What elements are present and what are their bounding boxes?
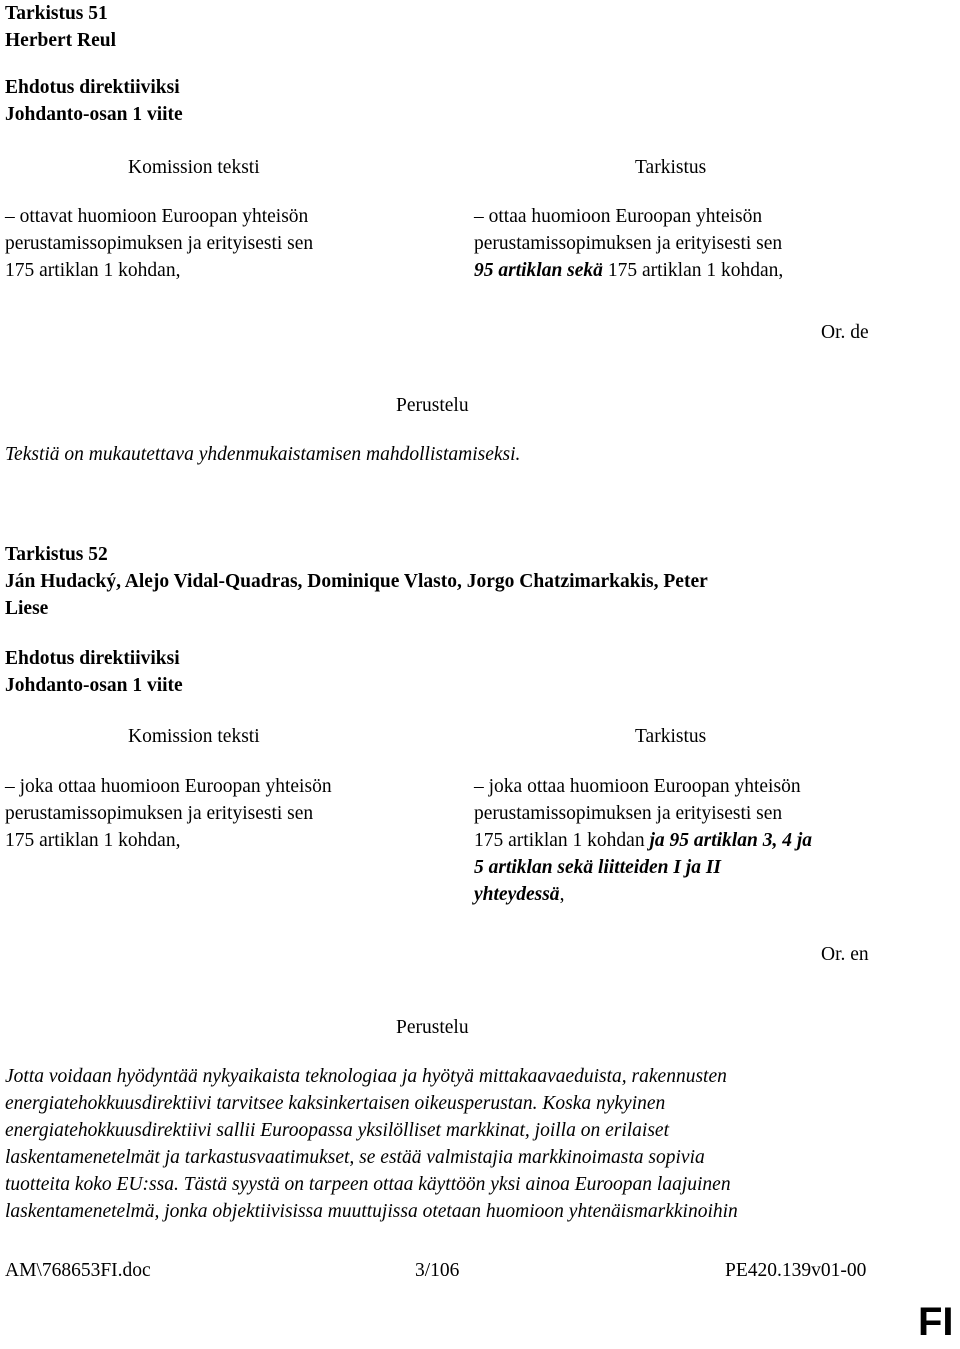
- amendment-authors: Liese: [5, 598, 49, 619]
- text-line: energiatehokkuusdirektiivi tarvitsee kaksinkertaisen oikeusperustan. Koska nykyinen: [5, 1093, 666, 1114]
- proposal-label: Ehdotus direktiiviksi: [5, 77, 180, 98]
- text-line: [474, 827, 894, 854]
- amendment-title: Tarkistus 52: [5, 544, 108, 565]
- justification-text: [5, 1063, 738, 1225]
- text-span: ,: [559, 884, 565, 905]
- inserted-text: ja 95 artiklan 3, 4 ja: [649, 830, 812, 851]
- citation-label: Johdanto-osan 1 viite: [5, 104, 183, 125]
- text-line: 175 artiklan 1 kohdan,: [5, 260, 181, 281]
- justification-heading: Perustelu: [396, 1017, 469, 1038]
- language-code: FI: [918, 1300, 954, 1344]
- amendment-column-heading: Tarkistus: [635, 726, 707, 747]
- text-line: perustamissopimuksen ja erityisesti sen: [474, 233, 783, 254]
- proposal-label: Ehdotus direktiiviksi: [5, 648, 180, 669]
- amendment-column-heading: Tarkistus: [635, 157, 707, 178]
- commission-text-heading: Komission teksti: [128, 726, 260, 747]
- commission-text: [5, 203, 425, 284]
- footer-page-number: 3/106: [415, 1260, 460, 1281]
- text-line: – joka ottaa huomioon Euroopan yhteisön: [5, 776, 332, 797]
- inserted-text: 95 artiklan sekä: [474, 260, 603, 281]
- justification-heading: Perustelu: [396, 395, 469, 416]
- text-line: perustamissopimuksen ja erityisesti sen: [474, 803, 783, 824]
- amendment-52-reference: [5, 645, 183, 699]
- text-line: laskentamenetelmä, jonka objektiivisissa muuttujissa otetaan huomioon yhtenäismarkkinoihin: [5, 1201, 738, 1222]
- inserted-text: yhteydessä: [474, 884, 560, 905]
- citation-label: Johdanto-osan 1 viite: [5, 675, 183, 696]
- text-line: – ottaa huomioon Euroopan yhteisön: [474, 206, 763, 227]
- amendment-text: [474, 203, 894, 284]
- text-line: energiatehokkuusdirektiivi sallii Euroopassa yksilölliset markkinat, joilla on erilaiset: [5, 1120, 669, 1141]
- justification-text: Tekstiä on mukautettava yhdenmukaistamisen mahdollistamiseksi.: [5, 444, 521, 465]
- amendment-title: Tarkistus 51: [5, 3, 108, 24]
- text-span: 175 artiklan 1 kohdan: [474, 830, 650, 851]
- text-line: [474, 257, 894, 284]
- text-line: perustamissopimuksen ja erityisesti sen: [5, 233, 314, 254]
- amendment-author: Herbert Reul: [5, 30, 117, 51]
- text-line: – ottavat huomioon Euroopan yhteisön: [5, 206, 309, 227]
- text-line: perustamissopimuksen ja erityisesti sen: [5, 803, 314, 824]
- text-line: 175 artiklan 1 kohdan,: [5, 830, 181, 851]
- original-language: Or. de: [821, 322, 869, 343]
- text-span: 175 artiklan 1 kohdan,: [602, 260, 784, 281]
- amendment-authors: Ján Hudacký, Alejo Vidal-Quadras, Dominique Vlasto, Jorgo Chatzimarkakis, Peter: [5, 571, 708, 592]
- commission-text: [5, 773, 425, 854]
- amendment-text: [474, 773, 894, 908]
- original-language: Or. en: [821, 944, 869, 965]
- amendment-52-header: [5, 541, 708, 622]
- amendment-51-header: [5, 0, 116, 54]
- footer-document-id: AM\768653FI.doc: [5, 1260, 151, 1281]
- text-line: laskentamenetelmät ja tarkastusvaatimukset, se estää valmistajia markkinoimasta sopivia: [5, 1147, 705, 1168]
- text-line: tuotteita koko EU:ssa. Tästä syystä on tarpeen ottaa käyttöön yksi ainoa Euroopan laajuinen: [5, 1174, 731, 1195]
- text-line: [474, 881, 894, 908]
- text-line: Jotta voidaan hyödyntää nykyaikaista teknologiaa ja hyötyä mittakaavaeduista, rakennusten: [5, 1066, 727, 1087]
- text-line: – joka ottaa huomioon Euroopan yhteisön: [474, 776, 801, 797]
- amendment-51-reference: [5, 74, 183, 128]
- commission-text-heading: Komission teksti: [128, 157, 260, 178]
- footer-reference: PE420.139v01-00: [725, 1260, 867, 1281]
- inserted-text: 5 artiklan sekä liitteiden I ja II: [474, 857, 722, 878]
